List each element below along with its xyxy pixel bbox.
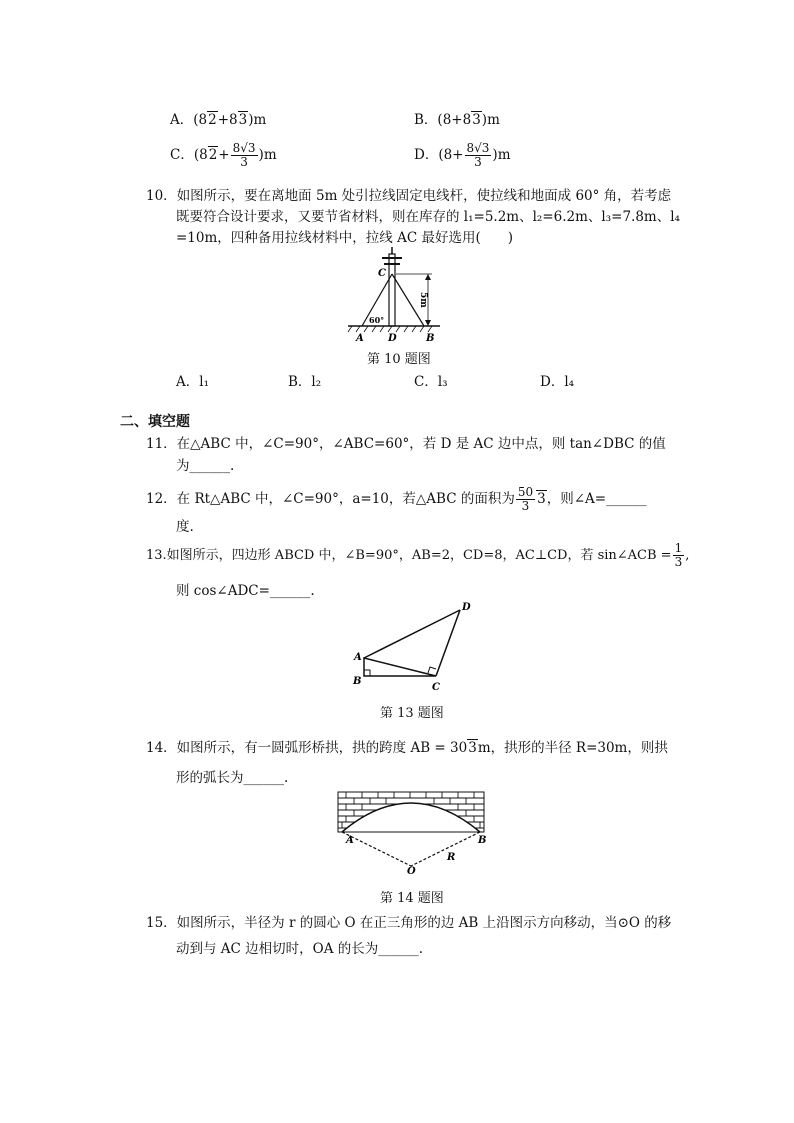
- q15-line1: 15．如图所示，半径为 r 的圆心 O 在正三角形的边 AB 上沿图示方向移动，当⊙O 的移: [146, 915, 672, 931]
- q13-figure: [340, 598, 480, 694]
- q14-fig-b: B: [478, 835, 487, 846]
- q13-line1: 13.如图所示，四边形 ABCD 中，∠B=90°，AB=2，CD=8，AC⊥CD，若 sin∠ACB = $\frac{1}{3}$ ,: [146, 541, 690, 569]
- q10-caption: 第 10 题图: [367, 352, 431, 367]
- q14-figure: [334, 790, 488, 874]
- q13-line2: 则 cos∠ADC=______.: [176, 583, 315, 599]
- q10-fig-angle: 60°: [369, 315, 385, 325]
- q10-option-d: D．l₄: [540, 374, 575, 390]
- q11-line2: 为______.: [176, 458, 235, 474]
- q9-option-c: C．(82+ $\frac{8√3}{3}$ )m: [170, 141, 277, 169]
- q10-line1: 10．如图所示，要在离地面 5m 处引拉线固定电线杆，使拉线和地面成 60° 角，若考虑: [146, 188, 672, 204]
- q14-fig-r: R: [447, 852, 456, 863]
- section-title: 二、填空题: [120, 414, 190, 430]
- q14-caption: 第 14 题图: [380, 891, 444, 906]
- q10-line3: =10m，四种备用拉线材料中，拉线 AC 最好选用( ): [176, 230, 513, 246]
- q10-figure: [344, 244, 444, 344]
- q10-fig-b: B: [426, 333, 435, 344]
- q12-line1: 12．在 Rt△ABC 中，∠C=90°，a=10，若△ABC 的面积为 $\frac{50}{3}$ 3，则∠A=______: [146, 485, 647, 513]
- q10-fig-a: A: [356, 333, 364, 344]
- q10-fig-d: D: [388, 333, 397, 344]
- q9-option-b: B．(8+83)m: [414, 112, 500, 128]
- q9-option-d: D．(8+ $\frac{8√3}{3}$ )m: [414, 141, 511, 169]
- q10-line2: 既要符合设计要求，又要节省材料，则在库存的 l₁=5.2m、l₂=6.2m、l₃=7.8m、l₄: [176, 209, 680, 225]
- q10-option-b: B．l₂: [288, 374, 322, 390]
- q9-option-a: A．(82+83)m: [170, 112, 267, 128]
- q10-option-a: A．l₁: [176, 374, 209, 390]
- q15-line2: 动到与 AC 边相切时，OA 的长为______.: [176, 941, 424, 957]
- q13-fig-c: C: [432, 682, 440, 693]
- q13-fig-d: D: [462, 602, 471, 613]
- q13-caption: 第 13 题图: [380, 706, 444, 721]
- q11-line1: 11．在△ABC 中，∠C=90°，∠ABC=60°，若 D 是 AC 边中点，则 tan∠DBC 的值: [146, 436, 666, 452]
- q13-fig-b: B: [353, 676, 362, 687]
- q14-fig-a: A: [346, 835, 354, 846]
- q13-fig-a: A: [354, 652, 362, 663]
- q10-fig-c: C: [378, 268, 386, 279]
- q14-line2: 形的弧长为______.: [176, 770, 289, 786]
- q14-fig-o: O: [407, 866, 416, 874]
- q10-option-c: C．l₃: [414, 374, 448, 390]
- q10-fig-height: 5m: [418, 292, 428, 308]
- q12-line2: 度.: [176, 519, 194, 535]
- q14-line1: 14．如图所示，有一圆弧形桥拱，拱的跨度 AB = 303m，拱形的半径 R=30m，则拱: [146, 740, 668, 756]
